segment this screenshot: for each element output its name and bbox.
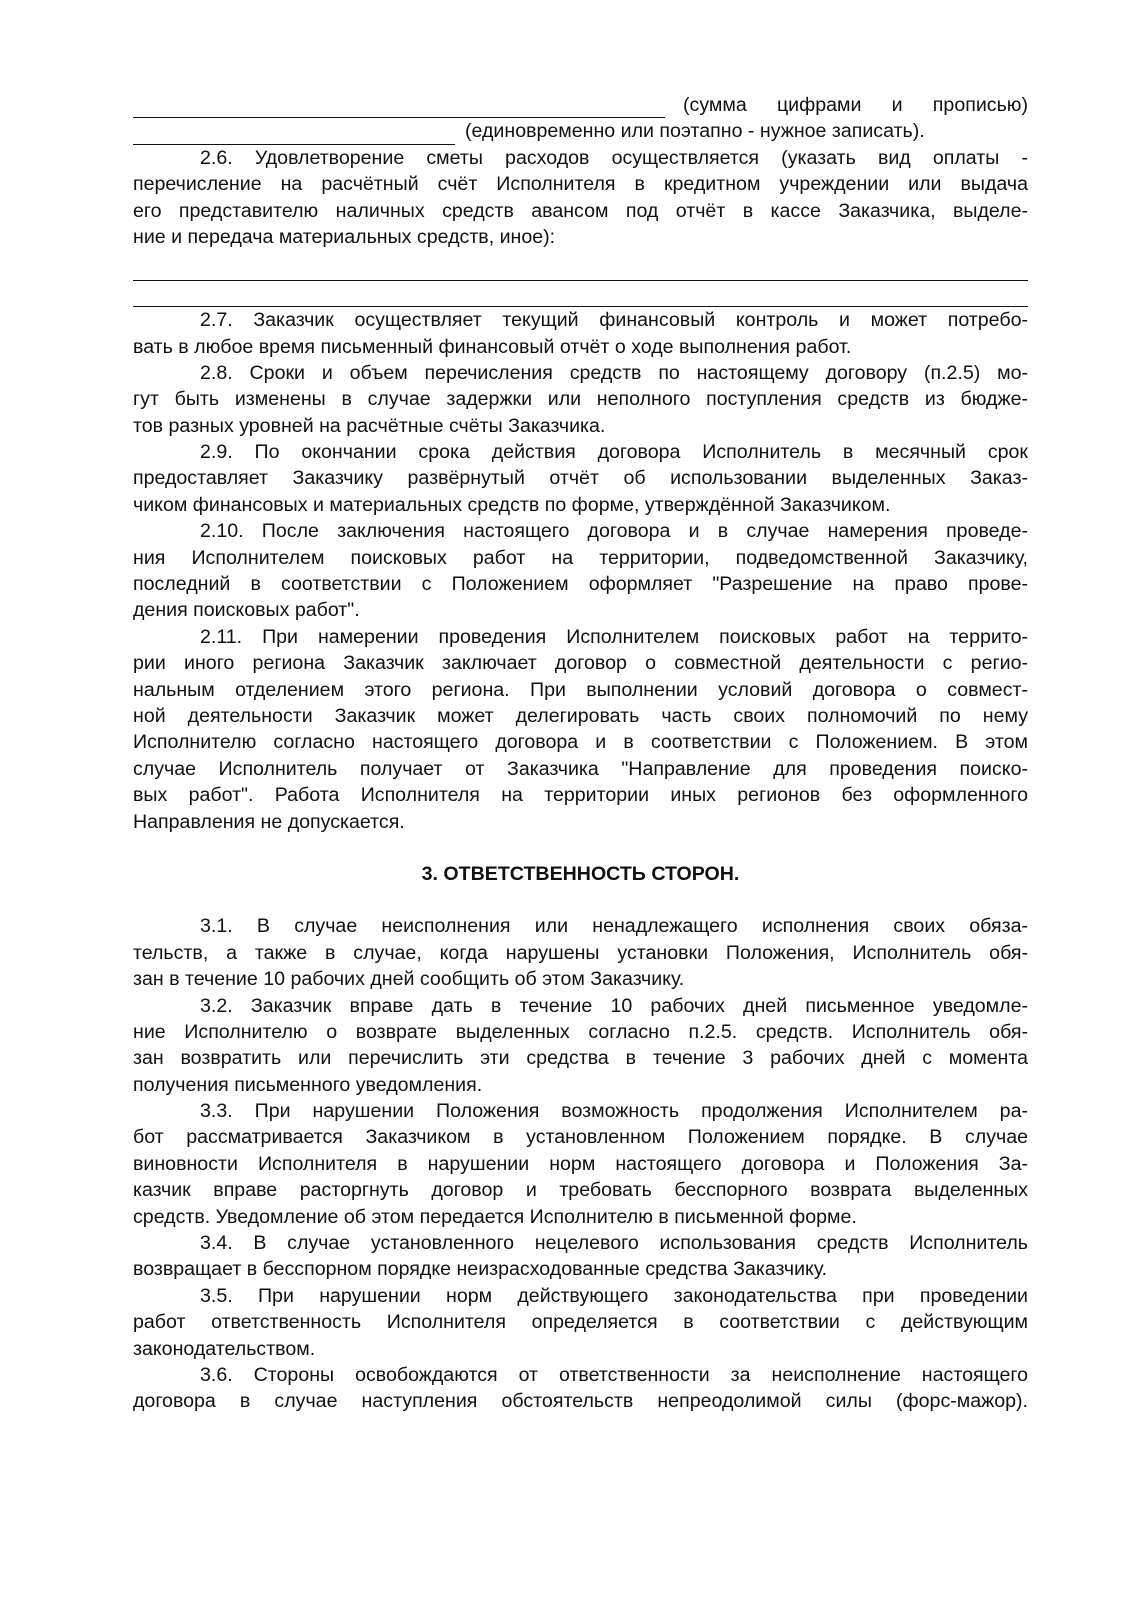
paragraph-2-11: [133, 624, 1028, 835]
sum-field-row: [133, 92, 1028, 118]
paragraph-line: казчик вправе расторгнуть договор и требовать бесспорного возврата выделенных: [133, 1179, 1028, 1202]
paragraph-line: 2.6. Удовлетворение сметы расходов осуществляется (указать вид оплаты -: [200, 146, 1028, 169]
paragraph-line: зан возвратить или перечислить эти средства в течение 3 рабочих дней с момента: [133, 1047, 1028, 1070]
paragraph-line: вых работ". Работа Исполнителя на территории иных регионов без оформленного: [133, 784, 1028, 807]
paragraph-line: тов разных уровней на расчётные счёты Заказчика.: [133, 414, 606, 437]
paragraph-line: 3.6. Стороны освобождаются от ответственности за неисполнение настоящего: [200, 1363, 1028, 1386]
paragraph-line: случае Исполнитель получает от Заказчика "Направление для проведения поиско-: [133, 757, 1028, 780]
paragraph-line: 3.1. В случае неисполнения или ненадлежащего исполнения своих обяза-: [200, 915, 1028, 938]
paragraph-line: работ ответственность Исполнителя определяется в соответствии с действующим: [133, 1311, 1028, 1334]
paragraph-2-9: [133, 439, 1028, 518]
paragraph-line: нальным отделением этого региона. При выполнении условий договора о совмест-: [133, 678, 1028, 701]
paragraph-line: получения письменного уведомления.: [133, 1073, 483, 1096]
paragraph-line: 3.5. При нарушении норм действующего законодательства при проведении: [200, 1284, 1028, 1307]
sum-field-label: (сумма цифрами и прописью): [683, 93, 1028, 116]
paragraph-line: последний в соответствии с Положением оформляет "Разрешение на право прове-: [133, 573, 1028, 596]
paragraph-line: зан в течение 10 рабочих дней сообщить об этом Заказчику.: [133, 968, 685, 991]
paragraph-line: ния Исполнителем поисковых работ на территории, подведомственной Заказчику,: [133, 546, 1028, 569]
paragraph-line: дения поисковых работ".: [133, 599, 360, 622]
paragraph-line: тельств, а также в случае, когда нарушены установки Положения, Исполнитель обя-: [133, 941, 1028, 964]
paragraph-line: Направления не допускается.: [133, 810, 405, 833]
paragraph-line: 2.8. Сроки и объем перечисления средств по настоящему договору (п.2.5) мо-: [200, 361, 1028, 384]
payment-type-blank-field-1[interactable]: [133, 254, 1028, 280]
paragraph-line: договора в случае наступления обстоятельств непреодолимой силы (форс-мажор).: [133, 1390, 1028, 1413]
paragraph-2-6: [133, 145, 1028, 251]
paragraph-line: 2.10. После заключения настоящего договора и в случае намерения проведе-: [200, 520, 1028, 543]
paragraph-line: 3.2. Заказчик вправе дать в течение 10 рабочих дней письменное уведомле-: [200, 994, 1028, 1017]
paragraph-line: законодательством.: [133, 1337, 316, 1360]
paragraph-line: 3.4. В случае установленного нецелевого использования средств Исполнитель: [200, 1232, 1028, 1255]
payment-type-blank-field-2[interactable]: [133, 281, 1028, 307]
paragraph-line: гут быть изменены в случае задержки или неполного поступления средств из бюдже-: [133, 388, 1028, 411]
paragraph-line: перечисление на расчётный счёт Исполнителя в кредитном учреждении или выдача: [133, 173, 1028, 196]
paragraph-3-3: [133, 1098, 1028, 1230]
paragraph-line: 2.11. При намерении проведения Исполнителем поисковых работ на террито-: [200, 625, 1028, 648]
paragraph-line: Исполнителю согласно настоящего договора и в соответствии с Положением. В этом: [133, 731, 1028, 754]
section-3-heading: 3. ОТВЕТСТВЕННОСТЬ СТОРОН.: [421, 862, 740, 885]
paragraph-line: чиком финансовых и материальных средств по форме, утверждённой Заказчиком.: [133, 493, 891, 516]
paragraph-line: предоставляет Заказчику развёрнутый отчёт об использовании выделенных Заказ-: [133, 467, 1028, 490]
payment-type-blank-lines: [133, 250, 1028, 307]
document-page: [133, 92, 1028, 1415]
paragraph-3-4: [133, 1230, 1028, 1283]
paragraph-3-2: [133, 993, 1028, 1099]
paragraph-line: виновности Исполнителя в нарушении норм настоящего договора и Положения За-: [133, 1152, 1028, 1175]
payment-mode-row: [133, 118, 1028, 144]
paragraph-line: возвращает в бесспорном порядке неизрасходованные средства Заказчику.: [133, 1258, 828, 1281]
sum-blank-field[interactable]: [133, 97, 665, 118]
paragraph-2-7: [133, 307, 1028, 360]
paragraph-line: рии иного региона Заказчик заключает договор о совместной деятельности с регио-: [133, 652, 1028, 675]
paragraph-line: ной деятельности Заказчик может делегировать часть своих полномочий по нему: [133, 704, 1028, 727]
paragraph-line: ние и передача материальных средств, иное):: [133, 225, 556, 248]
paragraph-line: 2.7. Заказчик осуществляет текущий финансовый контроль и может потребо-: [200, 309, 1028, 332]
paragraph-line: ние Исполнителю о возврате выделенных согласно п.2.5. средств. Исполнитель обя-: [133, 1020, 1028, 1043]
paragraph-line: бот рассматривается Заказчиком в установленном Положением порядке. В случае: [133, 1126, 1028, 1149]
paragraph-line: вать в любое время письменный финансовый отчёт о ходе выполнения работ.: [133, 335, 852, 358]
paragraph-3-5: [133, 1283, 1028, 1362]
paragraph-line: его представителю наличных средств авансом под отчёт в кассе Заказчика, выделе-: [133, 199, 1028, 222]
paragraph-3-6: [133, 1362, 1028, 1415]
paragraph-2-8: [133, 360, 1028, 439]
payment-mode-label: (единовременно или поэтапно - нужное записать).: [465, 120, 925, 143]
payment-mode-blank-field[interactable]: [133, 124, 455, 145]
paragraph-2-10: [133, 518, 1028, 624]
paragraph-line: средств. Уведомление об этом передается Исполнителю в письменной форме.: [133, 1205, 857, 1228]
paragraph-line: 3.3. При нарушении Положения возможность продолжения Исполнителем ра-: [200, 1100, 1028, 1123]
paragraph-line: 2.9. По окончании срока действия договора Исполнитель в месячный срок: [200, 441, 1028, 464]
paragraph-3-1: [133, 913, 1028, 992]
